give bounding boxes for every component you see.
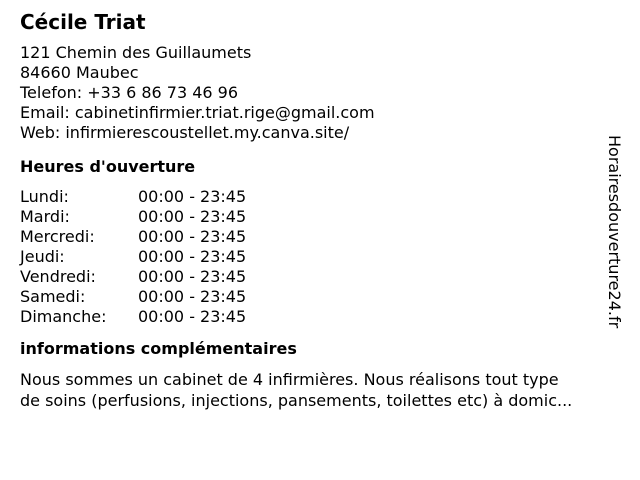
business-name: Cécile Triat — [20, 10, 146, 34]
day-time: 00:00 - 23:45 — [138, 247, 247, 266]
hours-row-sunday — [20, 307, 246, 327]
web-line: Web: infirmierescoustellet.my.canva.site/ — [20, 123, 350, 142]
opening-hours-table — [20, 187, 246, 327]
day-time: 00:00 - 23:45 — [138, 227, 247, 246]
hours-row-saturday — [20, 287, 246, 307]
day-label: Dimanche: — [20, 307, 107, 326]
hours-row-thursday — [20, 247, 246, 267]
email-line: Email: cabinetinfirmier.triat.rige@gmail.com — [20, 103, 375, 122]
day-label: Mardi: — [20, 207, 70, 226]
additional-info-line-1: Nous sommes un cabinet de 4 infirmières. Nous réalisons tout type — [20, 370, 559, 389]
hours-row-wednesday — [20, 227, 246, 247]
site-watermark: Horairesdouverture24.fr — [605, 135, 624, 329]
hours-row-friday — [20, 267, 246, 287]
address-city: 84660 Maubec — [20, 63, 139, 82]
day-label: Mercredi: — [20, 227, 95, 246]
additional-info-line-2: de soins (perfusions, injections, pansements, toilettes etc) à domic... — [20, 391, 573, 410]
day-label: Jeudi: — [20, 247, 65, 266]
day-time: 00:00 - 23:45 — [138, 207, 247, 226]
day-label: Vendredi: — [20, 267, 96, 286]
phone-line: Telefon: +33 6 86 73 46 96 — [20, 83, 239, 102]
business-card — [20, 10, 612, 411]
opening-hours-title: Heures d'ouverture — [20, 157, 196, 176]
day-time: 00:00 - 23:45 — [138, 307, 247, 326]
day-time: 00:00 - 23:45 — [138, 267, 247, 286]
additional-info-title: informations complémentaires — [20, 339, 297, 358]
day-label: Samedi: — [20, 287, 86, 306]
day-label: Lundi: — [20, 187, 69, 206]
address-street: 121 Chemin des Guillaumets — [20, 43, 252, 62]
day-time: 00:00 - 23:45 — [138, 287, 247, 306]
hours-row-monday — [20, 187, 246, 207]
hours-row-tuesday — [20, 207, 246, 227]
day-time: 00:00 - 23:45 — [138, 187, 247, 206]
